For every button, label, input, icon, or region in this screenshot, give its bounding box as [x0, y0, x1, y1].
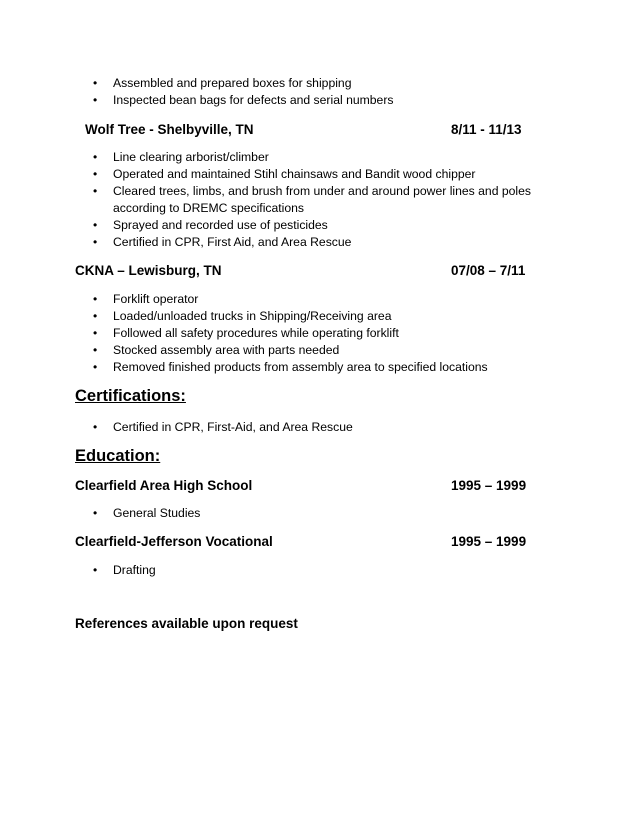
references-note: References available upon request [75, 616, 298, 631]
list-item: • Operated and maintained Stihl chainsaws and Bandit wood chipper [93, 167, 476, 181]
job-bullet-list [93, 291, 553, 376]
list-item: • Assembled and prepared boxes for shipping [93, 76, 352, 90]
job-title: Wolf Tree - Shelbyville, TN [85, 122, 254, 137]
bullet-icon: • [93, 150, 98, 164]
list-item: • Line clearing arborist/climber [93, 150, 269, 164]
list-item: • Drafting [93, 563, 156, 577]
school-header [75, 478, 535, 498]
bullet-icon: • [93, 292, 98, 306]
bullet-icon: • [93, 93, 98, 107]
bullet-icon: • [93, 506, 98, 520]
list-item: • Removed finished products from assembly area to specified locations [93, 360, 488, 374]
list-item: • Followed all safety procedures while operating forklift [93, 326, 399, 340]
school-name: Clearfield Area High School [75, 478, 253, 493]
bullet-icon: • [93, 167, 98, 181]
list-item: • Cleared trees, limbs, and brush from under and around power lines and poles [93, 184, 531, 198]
bullet-icon: • [93, 184, 98, 198]
bullet-icon: • [93, 218, 98, 232]
school-bullet-list [93, 505, 553, 522]
school-header [75, 534, 535, 554]
job-bullet-list [93, 149, 553, 251]
list-item: • Stocked assembly area with parts needed [93, 343, 340, 357]
job-header-ckna [75, 263, 535, 283]
list-item: • Sprayed and recorded use of pesticides [93, 218, 328, 232]
bullet-icon: • [93, 235, 98, 249]
list-item: • Certified in CPR, First Aid, and Area Rescue [93, 235, 352, 249]
bullet-icon: • [93, 309, 98, 323]
school-dates: 1995 – 1999 [451, 534, 527, 549]
job-title: CKNA – Lewisburg, TN [75, 263, 222, 278]
list-item-continuation: according to DREMC specifications [113, 201, 305, 215]
list-item: • Inspected bean bags for defects and serial numbers [93, 93, 394, 107]
school-dates: 1995 – 1999 [451, 478, 527, 493]
job-dates: 07/08 – 7/11 [451, 263, 526, 278]
certifications-bullet-list [93, 419, 553, 436]
list-item: • Forklift operator [93, 292, 199, 306]
certifications-heading: Certifications: [75, 387, 186, 405]
list-item: • Certified in CPR, First-Aid, and Area Rescue [93, 420, 353, 434]
job-header-wolf-tree [85, 122, 545, 142]
previous-job-bullet-list [93, 75, 553, 109]
school-name: Clearfield-Jefferson Vocational [75, 534, 273, 549]
school-bullet-list [93, 562, 553, 579]
list-item: • Loaded/unloaded trucks in Shipping/Receiving area [93, 309, 392, 323]
bullet-icon: • [93, 326, 98, 340]
job-dates: 8/11 - 11/13 [451, 122, 522, 137]
list-item: • General Studies [93, 506, 201, 520]
bullet-icon: • [93, 76, 98, 90]
bullet-icon: • [93, 360, 98, 374]
bullet-icon: • [93, 343, 98, 357]
education-heading: Education: [75, 447, 161, 465]
bullet-icon: • [93, 563, 98, 577]
bullet-icon: • [93, 420, 98, 434]
